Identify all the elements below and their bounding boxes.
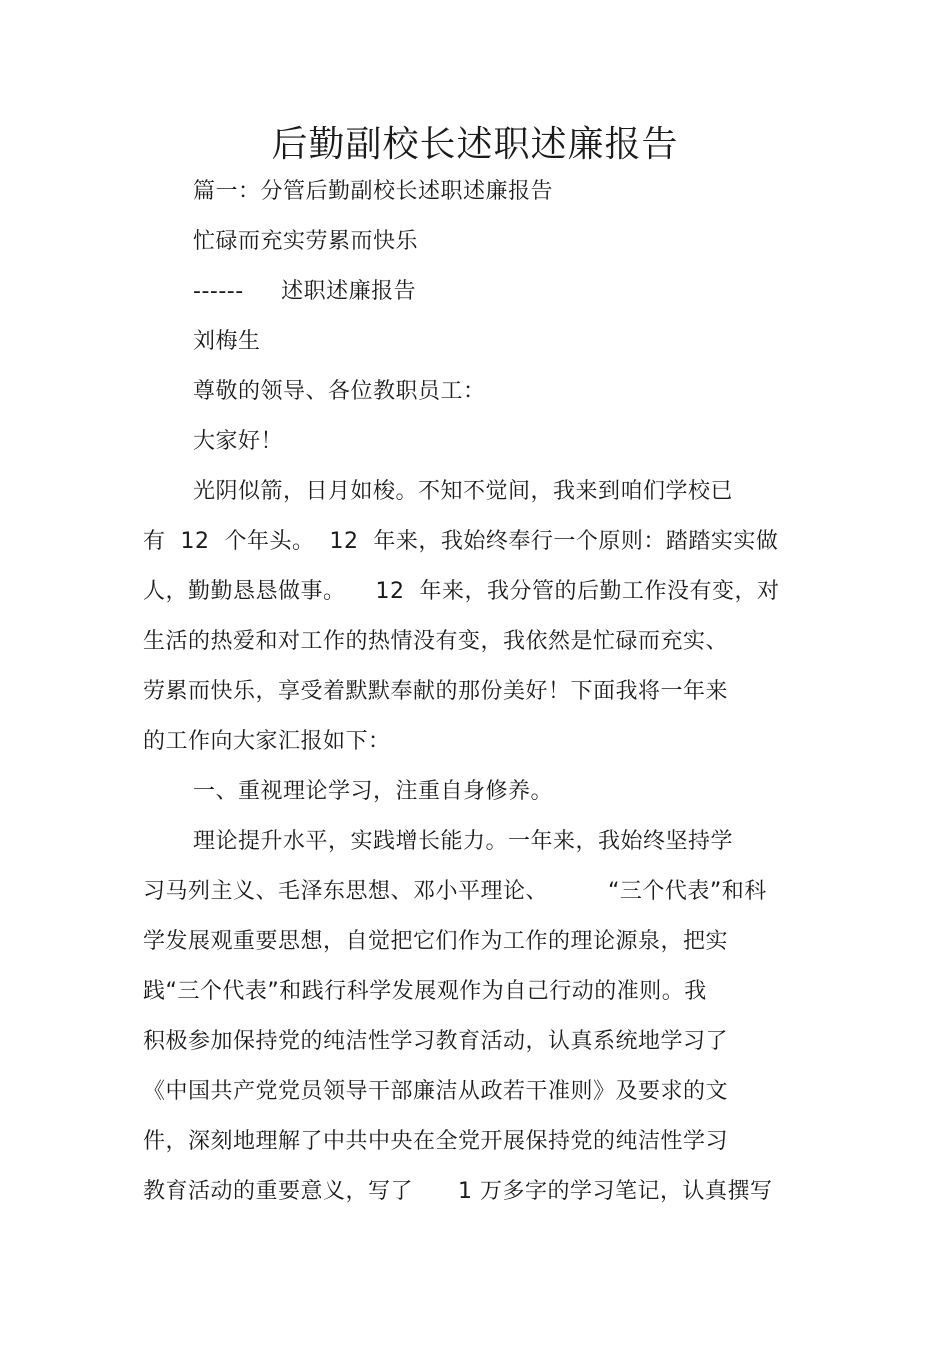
- motto-line: 忙碌而充实劳累而快乐: [193, 229, 419, 254]
- paragraph-line: 《中国共产党党员领导干部廉洁从政若干准则》及要求的文: [143, 1079, 729, 1104]
- report-heading-line: ------ 述职述廉报告: [193, 279, 417, 304]
- paragraph-line: 人，勤勤恳恳做事。 12 年来，我分管的后勤工作没有变，对: [143, 579, 780, 604]
- paragraph-line: 习马列主义、毛泽东思想、邓小平理论、 “三个代表”和科: [143, 879, 767, 904]
- paragraph-line: 件，深刻地理解了中共中央在全党开展保持党的纯洁性学习: [143, 1129, 729, 1154]
- greeting-line: 大家好！: [193, 429, 284, 454]
- paragraph-line: 学发展观重要思想，自觉把它们作为工作的理论源泉，把实: [143, 929, 729, 954]
- salutation-line: 尊敬的领导、各位教职员工：: [193, 379, 486, 404]
- subtitle-line: 篇一：分管后勤副校长述职述廉报告: [193, 179, 554, 204]
- paragraph-line: 有 12 个年头。 12 年来，我始终奉行一个原则：踏踏实实做: [143, 529, 779, 554]
- paragraph-line: 光阴似箭，日月如梭。不知不觉间，我来到咱们学校已: [193, 479, 734, 504]
- paragraph-line: 践“三个代表”和践行科学发展观作为自己行动的准则。我: [143, 979, 707, 1004]
- paragraph-line: 理论提升水平，实践增长能力。一年来，我始终坚持学: [193, 829, 734, 854]
- paragraph-line: 生活的热爱和对工作的热情没有变，我依然是忙碌而充实、: [143, 629, 729, 654]
- author-line: 刘梅生: [193, 329, 261, 354]
- paragraph-line: 的工作向大家汇报如下：: [143, 729, 391, 754]
- paragraph-line: 劳累而快乐，享受着默默奉献的那份美好！下面我将一年来: [143, 679, 729, 704]
- document-title: 后勤副校长述职述廉报告: [271, 124, 679, 165]
- paragraph-line: 积极参加保持党的纯洁性学习教育活动，认真系统地学习了: [143, 1029, 729, 1054]
- paragraph-line: 教育活动的重要意义，写了 1 万多字的学习笔记，认真撰写: [143, 1179, 773, 1204]
- section-heading: 一、重视理论学习，注重自身修养。: [193, 779, 554, 804]
